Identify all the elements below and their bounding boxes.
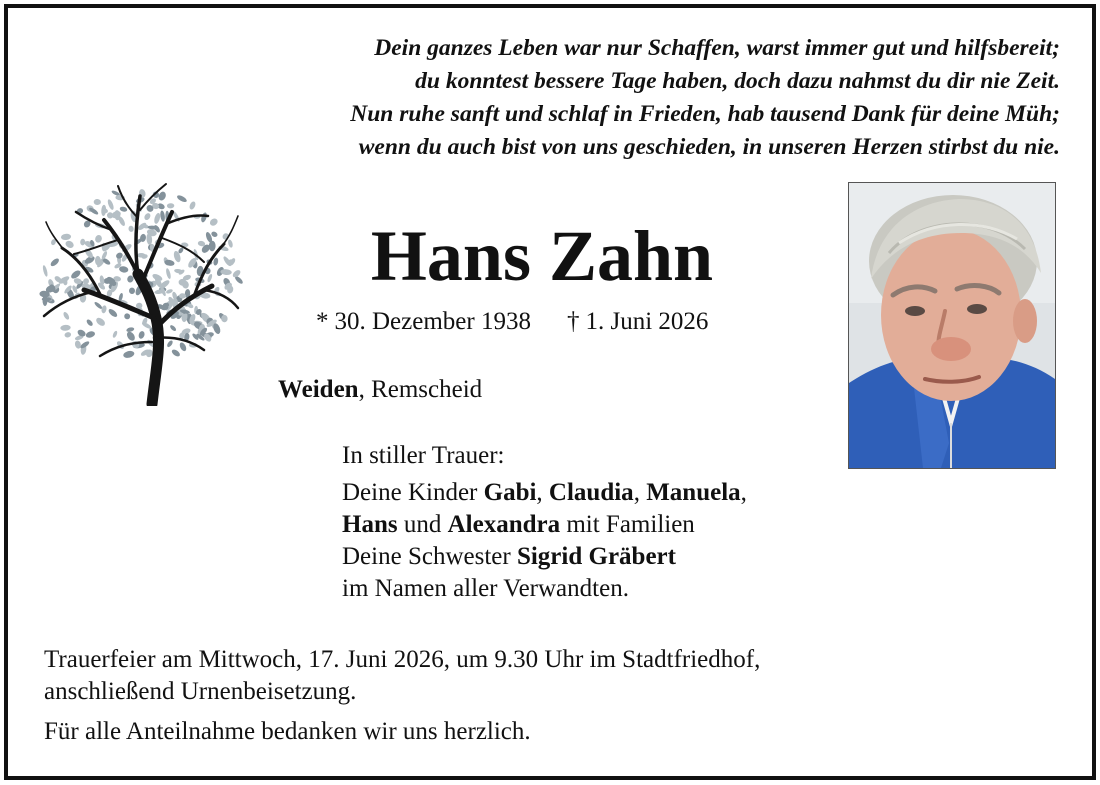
deceased-name-text: Hans Zahn (370, 216, 714, 296)
mourner-name: Claudia (548, 479, 634, 506)
ceremony-line: anschließend Urnenbeisetzung. (44, 678, 357, 705)
mourners-line: im Namen aller Verwandten. (342, 575, 629, 602)
mourners-line (342, 541, 747, 573)
mourner-name: Alexandra (447, 511, 561, 538)
mourner-text: , (536, 479, 549, 506)
mourner-text: , (633, 479, 647, 506)
portrait-photo (848, 182, 1056, 469)
place-separator: , (358, 376, 372, 403)
mourner-name: Manuela (646, 479, 741, 506)
death-cross-icon: † (566, 308, 580, 335)
mourner-text: Deine Kinder (342, 479, 484, 506)
thanks-line: Für alle Anteilnahme bedanken wir uns herzlich. (44, 718, 531, 745)
place-primary: Weiden (278, 376, 359, 403)
mourner-text: Deine Schwester (342, 543, 517, 570)
place-secondary: Remscheid (371, 376, 483, 403)
mourner-text: und (397, 511, 448, 538)
mourners-line (342, 509, 747, 541)
mourners-heading: In stiller Trauer: (342, 442, 505, 469)
mourner-name: Hans (342, 511, 398, 538)
mourners-line (342, 477, 747, 509)
poem-line: Nun ruhe sanft und schlaf in Frieden, hab tausend Dank für deine Müh; (350, 101, 1060, 127)
memorial-poem (350, 32, 1060, 164)
mourner-name: Sigrid Gräbert (516, 543, 676, 570)
poem-line: wenn du auch bist von uns geschieden, in unseren Herzen stirbst du nie. (358, 134, 1060, 160)
mourner-text: , (740, 479, 747, 506)
mourners-block (342, 440, 747, 605)
mourner-text: mit Familien (560, 511, 695, 538)
life-dates (316, 306, 708, 338)
poem-line: Dein ganzes Leben war nur Schaffen, warst immer gut und hilfsbereit; (374, 35, 1060, 61)
birth-date: 30. Dezember 1938 (334, 308, 531, 335)
mourner-name: Gabi (483, 479, 537, 506)
ceremony-line: Trauerfeier am Mittwoch, 17. Juni 2026, um 9.30 Uhr im Stadtfriedhof, (44, 646, 761, 673)
birth-star-icon: * (316, 308, 329, 335)
death-date: 1. Juni 2026 (585, 308, 709, 335)
footer-block (44, 644, 760, 748)
places-line (278, 374, 482, 406)
poem-line: du konntest bessere Tage haben, doch dazu nahmst du dir nie Zeit. (415, 68, 1060, 94)
